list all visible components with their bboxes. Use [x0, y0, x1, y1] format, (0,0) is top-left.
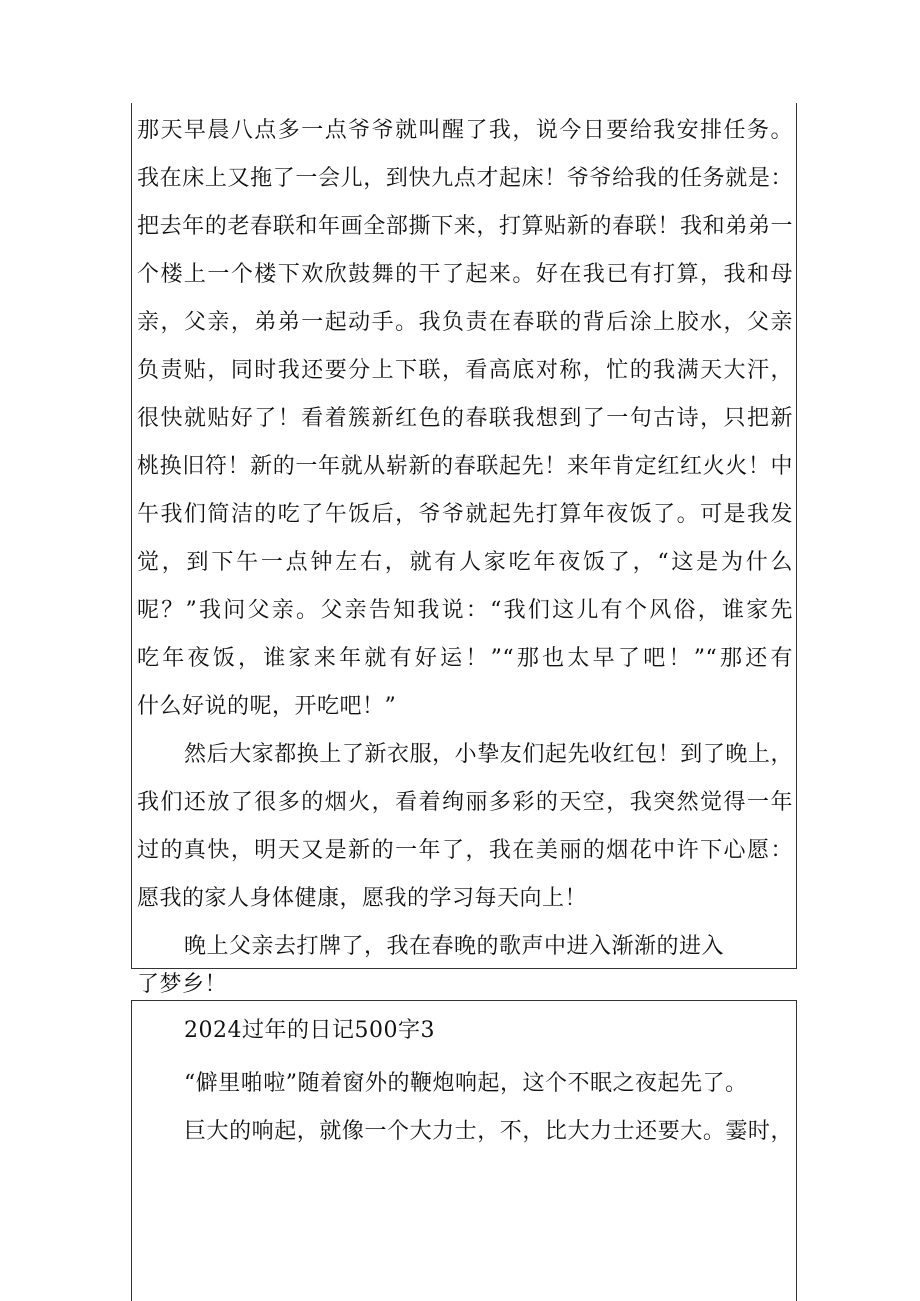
diary-line: 吃年夜饭，谁家来年就有好运！”“那也太早了吧！”“那还有 [137, 646, 793, 671]
diary-line: 觉，到下午一点钟左右，就有人家吃年夜饭了，“这是为什么 [137, 550, 793, 575]
diary-line: 那天早晨八点多一点爷爷就叫醒了我，说今日要给我安排任务。 [137, 118, 793, 143]
diary-line: 亲，父亲，弟弟一起动手。我负责在春联的背后涂上胶水，父亲 [137, 310, 793, 335]
diary-line: 愿我的家人身体健康，愿我的学习每天向上！ [137, 886, 588, 911]
section-line: “僻里啪啦”随着窗外的鞭炮响起，这个不眠之夜起先了。 [184, 1071, 748, 1096]
diary-line: 负责贴，同时我还要分上下联，看高底对称，忙的我满天大汗， [137, 358, 793, 383]
diary-line: 然后大家都换上了新衣服，小挚友们起先收红包！到了晚上， [184, 742, 793, 767]
diary-line: 呢？”我问父亲。父亲告知我说：“我们这儿有个风俗，谁家先 [137, 598, 793, 623]
diary-line: 晚上父亲去打牌了，我在春晚的歌声中进入渐渐的进入 [184, 934, 725, 959]
diary-line: 很快就贴好了！看着簇新红色的春联我想到了一句古诗，只把新 [137, 406, 793, 431]
section-heading: 2024过年的日记500字3 [184, 1018, 435, 1043]
diary-line: 了梦乡！ [137, 972, 228, 997]
diary-line: 我在床上又拖了一会儿，到快九点才起床！爷爷给我的任务就是： [137, 166, 793, 191]
diary-line: 个楼上一个楼下欢欣鼓舞的干了起来。好在我已有打算，我和母 [137, 262, 793, 287]
diary-line: 我们还放了很多的烟火，看着绚丽多彩的天空，我突然觉得一年 [137, 790, 793, 815]
diary-line: 过的真快，明天又是新的一年了，我在美丽的烟花中许下心愿： [137, 838, 793, 863]
diary-line: 桃换旧符！新的一年就从崭新的春联起先！来年肯定红红火火！中 [137, 454, 793, 479]
section-line: 巨大的响起，就像一个大力士，不，比大力士还要大。霎时， [184, 1119, 793, 1144]
diary-line: 把去年的老春联和年画全部撕下来，打算贴新的春联！我和弟弟一 [137, 214, 793, 239]
diary-line: 午我们简洁的吃了午饭后，爷爷就起先打算年夜饭了。可是我发 [137, 502, 793, 527]
diary-line: 什么好说的呢，开吃吧！” [137, 694, 397, 719]
